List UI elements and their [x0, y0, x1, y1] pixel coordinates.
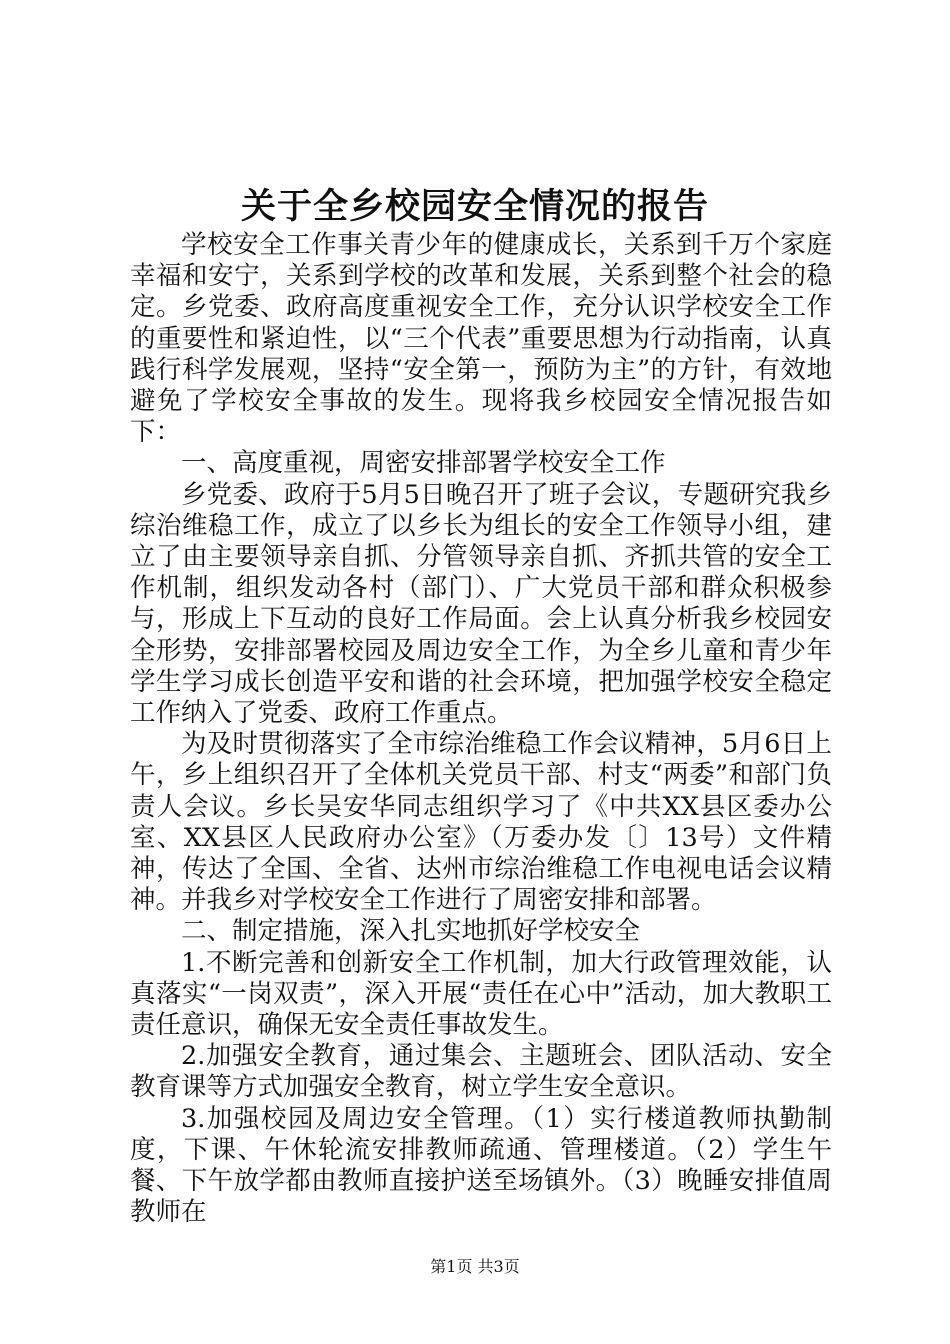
section-1-paragraph-2: 为及时贯彻落实了全市综治维稳工作会议精神，5月6日上午，乡上组织召开了全体机关党员干部、村支“两委”和部门负责人会议。乡长吴安华同志组织学习了《中共XX县区委办公室、XX县区人民政府办公室》（万委办发〔〕13号）文件精神，传达了全国、全省、达州市综治维稳工作电视电话会议精神。并我乡对学校安全工作进行了周密安排和部署。: [130, 729, 832, 916]
page-footer: 第1页 共3页: [430, 1257, 520, 1276]
measure-item-1: 1.不断完善和创新安全工作机制，加大行政管理效能，认真落实“一岗双责”，深入开展“责任在心中”活动，加大教职工责任意识，确保无安全责任事故发生。: [130, 947, 832, 1041]
intro-paragraph: 学校安全工作事关青少年的健康成长，关系到千万个家庭幸福和安宁，关系到学校的改革和发展，关系到整个社会的稳定。乡党委、政府高度重视安全工作，充分认识学校安全工作的重要性和紧迫性，以“三个代表”重要思想为行动指南，认真践行科学发展观，坚持“安全第一，预防为主”的方针，有效地避免了学校安全事故的发生。现将我乡校园安全情况报告如下：: [130, 230, 832, 448]
section-1-paragraph-1: 乡党委、政府于5月5日晚召开了班子会议，专题研究我乡综治维稳工作，成立了以乡长为组长的安全工作领导小组，建立了由主要领导亲自抓、分管领导亲自抓、齐抓共管的安全工作机制，组织发动各村（部门）、广大党员干部和群众积极参与，形成上下互动的良好工作局面。会上认真分析我乡校园安全形势，安排部署校园及周边安全工作，为全乡儿童和青少年学生学习成长创造平安和谐的社会环境，把加强学校安全稳定工作纳入了党委、政府工作重点。: [130, 479, 832, 729]
section-heading-2: 二、制定措施，深入扎实地抓好学校安全: [181, 916, 641, 947]
section-heading-1: 一、高度重视，周密安排部署学校安全工作: [181, 448, 666, 479]
measure-item-2: 2.加强安全教育，通过集会、主题班会、团队活动、安全教育课等方式加强安全教育，树立学生安全意识。: [130, 1041, 832, 1103]
measure-item-3: 3.加强校园及周边安全管理。（1）实行楼道教师执勤制度，下课、午休轮流安排教师疏通、管理楼道。（2）学生午餐、下午放学都由教师直接护送至场镇外。（3）晚睡安排值周教师在: [130, 1103, 832, 1228]
document-body: [130, 230, 832, 1229]
document-title: 关于全乡校园安全情况的报告: [240, 186, 709, 227]
